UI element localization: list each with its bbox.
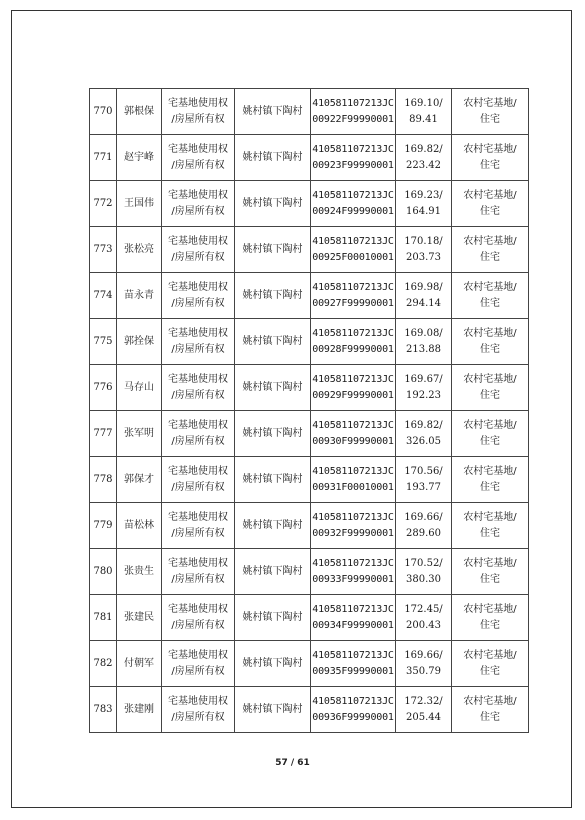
unit-code: [311, 641, 396, 687]
right-type: [162, 181, 235, 227]
land-use-line: 住宅: [480, 527, 500, 539]
right-type-line: 宅基地使用权: [168, 696, 228, 707]
table-row: [90, 365, 529, 411]
owner-name: 张建民: [117, 595, 162, 641]
table-row: [90, 641, 529, 687]
area-line: 169.66/: [404, 650, 443, 661]
table-row: [90, 457, 529, 503]
land-use-line: 住宅: [480, 297, 500, 309]
area-line: 169.08/: [404, 328, 443, 339]
area: [396, 687, 452, 733]
owner-name: 郭保才: [117, 457, 162, 503]
unit-code: [311, 135, 396, 181]
area: [396, 365, 452, 411]
unit-code-line: 410581107213JC: [312, 696, 394, 707]
right-type-line: /房屋所有权: [171, 435, 225, 447]
area-line: 169.66/: [404, 512, 443, 523]
unit-code-line: 410581107213JC: [312, 558, 394, 569]
area-line: 193.77: [406, 481, 441, 493]
area: [396, 641, 452, 687]
right-type-line: 宅基地使用权: [168, 328, 228, 339]
table-row: [90, 503, 529, 549]
area-line: 192.23: [406, 389, 441, 401]
row-number: 783: [90, 687, 117, 733]
location: 姚村镇下陶村: [235, 319, 311, 365]
unit-code-line: 00930F99990001: [312, 435, 394, 447]
location: 姚村镇下陶村: [235, 273, 311, 319]
land-use-line: 住宅: [480, 113, 500, 125]
area-line: 326.05: [406, 435, 441, 447]
land-use: [452, 411, 529, 457]
unit-code: [311, 549, 396, 595]
unit-code-line: 00931F00010001: [312, 481, 394, 493]
row-number: 782: [90, 641, 117, 687]
table-row: [90, 411, 529, 457]
area-line: 205.44: [406, 711, 441, 723]
land-use: [452, 227, 529, 273]
area-line: 170.52/: [404, 558, 443, 569]
unit-code-line: 00925F00010001: [312, 251, 394, 263]
land-use: [452, 595, 529, 641]
area-line: 172.32/: [404, 696, 443, 707]
area-line: 169.82/: [404, 420, 443, 431]
area-line: 223.42: [406, 159, 441, 171]
land-use: [452, 135, 529, 181]
row-number: 772: [90, 181, 117, 227]
area-line: 203.73: [406, 251, 441, 263]
area-line: 169.98/: [404, 282, 443, 293]
unit-code-line: 410581107213JC: [312, 282, 394, 293]
unit-code-line: 00936F99990001: [312, 711, 394, 723]
land-use-line: 农村宅基地/: [463, 696, 517, 707]
land-use-line: 农村宅基地/: [463, 466, 517, 477]
location: 姚村镇下陶村: [235, 595, 311, 641]
unit-code-line: 00922F99990001: [312, 113, 394, 125]
right-type-line: /房屋所有权: [171, 251, 225, 263]
area-line: 164.91: [406, 205, 441, 217]
land-use-line: 农村宅基地/: [463, 190, 517, 201]
land-use: [452, 365, 529, 411]
land-use: [452, 549, 529, 595]
unit-code: [311, 319, 396, 365]
right-type-line: /房屋所有权: [171, 159, 225, 171]
right-type-line: /房屋所有权: [171, 711, 225, 723]
location: 姚村镇下陶村: [235, 503, 311, 549]
owner-name: 赵宇峰: [117, 135, 162, 181]
unit-code-line: 00928F99990001: [312, 343, 394, 355]
land-use-line: 住宅: [480, 481, 500, 493]
unit-code-line: 410581107213JC: [312, 420, 394, 431]
land-use-line: 农村宅基地/: [463, 558, 517, 569]
area: [396, 503, 452, 549]
land-use: [452, 457, 529, 503]
row-number: 771: [90, 135, 117, 181]
land-use-line: 农村宅基地/: [463, 236, 517, 247]
right-type-line: 宅基地使用权: [168, 420, 228, 431]
area: [396, 227, 452, 273]
right-type-line: 宅基地使用权: [168, 144, 228, 155]
page-number: 57 / 61: [275, 758, 310, 768]
right-type-line: 宅基地使用权: [168, 558, 228, 569]
right-type-line: /房屋所有权: [171, 665, 225, 677]
right-type-line: 宅基地使用权: [168, 98, 228, 109]
row-number: 773: [90, 227, 117, 273]
right-type-line: /房屋所有权: [171, 619, 225, 631]
area-line: 380.30: [406, 573, 441, 585]
location: 姚村镇下陶村: [235, 549, 311, 595]
land-use: [452, 319, 529, 365]
table-row: [90, 549, 529, 595]
right-type-line: 宅基地使用权: [168, 604, 228, 615]
unit-code-line: 00935F99990001: [312, 665, 394, 677]
unit-code-line: 410581107213JC: [312, 190, 394, 201]
area-line: 294.14: [406, 297, 441, 309]
right-type-line: 宅基地使用权: [168, 466, 228, 477]
unit-code: [311, 411, 396, 457]
unit-code: [311, 227, 396, 273]
area-line: 170.56/: [404, 466, 443, 477]
land-use-line: 住宅: [480, 159, 500, 171]
area: [396, 135, 452, 181]
unit-code-line: 00927F99990001: [312, 297, 394, 309]
table-row: [90, 135, 529, 181]
location: 姚村镇下陶村: [235, 181, 311, 227]
area-line: 169.10/: [404, 98, 443, 109]
area: [396, 411, 452, 457]
land-use: [452, 181, 529, 227]
location: 姚村镇下陶村: [235, 641, 311, 687]
land-use-line: 住宅: [480, 665, 500, 677]
location: 姚村镇下陶村: [235, 227, 311, 273]
table-row: [90, 273, 529, 319]
right-type: [162, 595, 235, 641]
land-use: [452, 89, 529, 135]
location: 姚村镇下陶村: [235, 365, 311, 411]
right-type-line: 宅基地使用权: [168, 282, 228, 293]
right-type: [162, 89, 235, 135]
unit-code-line: 00929F99990001: [312, 389, 394, 401]
table-row: [90, 89, 529, 135]
right-type: [162, 503, 235, 549]
right-type: [162, 411, 235, 457]
land-use-line: 农村宅基地/: [463, 98, 517, 109]
right-type-line: 宅基地使用权: [168, 650, 228, 661]
unit-code-line: 00933F99990001: [312, 573, 394, 585]
area-line: 289.60: [406, 527, 441, 539]
land-use-line: 住宅: [480, 343, 500, 355]
unit-code-line: 410581107213JC: [312, 98, 394, 109]
unit-code: [311, 89, 396, 135]
row-number: 777: [90, 411, 117, 457]
row-number: 781: [90, 595, 117, 641]
area-line: 89.41: [409, 113, 438, 125]
location: 姚村镇下陶村: [235, 457, 311, 503]
right-type-line: /房屋所有权: [171, 113, 225, 125]
unit-code: [311, 181, 396, 227]
land-use: [452, 273, 529, 319]
row-number: 780: [90, 549, 117, 595]
land-use: [452, 503, 529, 549]
location: 姚村镇下陶村: [235, 411, 311, 457]
row-number: 774: [90, 273, 117, 319]
area: [396, 273, 452, 319]
unit-code-line: 00924F99990001: [312, 205, 394, 217]
right-type-line: /房屋所有权: [171, 205, 225, 217]
location: 姚村镇下陶村: [235, 89, 311, 135]
owner-name: 郭拴保: [117, 319, 162, 365]
unit-code-line: 410581107213JC: [312, 144, 394, 155]
right-type-line: /房屋所有权: [171, 297, 225, 309]
registration-table: [89, 88, 529, 733]
row-number: 770: [90, 89, 117, 135]
right-type-line: 宅基地使用权: [168, 190, 228, 201]
right-type: [162, 641, 235, 687]
table-row: [90, 227, 529, 273]
land-use-line: 农村宅基地/: [463, 282, 517, 293]
area: [396, 457, 452, 503]
area: [396, 89, 452, 135]
land-use-line: 住宅: [480, 205, 500, 217]
area-line: 213.88: [406, 343, 441, 355]
table-row: [90, 181, 529, 227]
right-type-line: /房屋所有权: [171, 573, 225, 585]
table-body: [90, 89, 529, 733]
unit-code-line: 00934F99990001: [312, 619, 394, 631]
owner-name: 张松亮: [117, 227, 162, 273]
right-type: [162, 457, 235, 503]
land-use-line: 农村宅基地/: [463, 650, 517, 661]
owner-name: 张军明: [117, 411, 162, 457]
area-line: 200.43: [406, 619, 441, 631]
unit-code: [311, 595, 396, 641]
land-use-line: 农村宅基地/: [463, 512, 517, 523]
right-type-line: 宅基地使用权: [168, 512, 228, 523]
area: [396, 595, 452, 641]
right-type-line: 宅基地使用权: [168, 374, 228, 385]
land-use-line: 住宅: [480, 435, 500, 447]
right-type-line: /房屋所有权: [171, 527, 225, 539]
location: 姚村镇下陶村: [235, 135, 311, 181]
unit-code: [311, 503, 396, 549]
row-number: 775: [90, 319, 117, 365]
area-line: 169.23/: [404, 190, 443, 201]
land-use-line: 住宅: [480, 389, 500, 401]
owner-name: 张贵生: [117, 549, 162, 595]
row-number: 778: [90, 457, 117, 503]
owner-name: 张建刚: [117, 687, 162, 733]
right-type-line: /房屋所有权: [171, 481, 225, 493]
right-type: [162, 687, 235, 733]
owner-name: 苗永青: [117, 273, 162, 319]
land-use-line: 住宅: [480, 251, 500, 263]
area: [396, 181, 452, 227]
unit-code-line: 410581107213JC: [312, 512, 394, 523]
location: 姚村镇下陶村: [235, 687, 311, 733]
unit-code-line: 410581107213JC: [312, 236, 394, 247]
unit-code-line: 410581107213JC: [312, 650, 394, 661]
land-use-line: 农村宅基地/: [463, 604, 517, 615]
right-type: [162, 227, 235, 273]
area: [396, 319, 452, 365]
right-type-line: /房屋所有权: [171, 389, 225, 401]
table-row: [90, 687, 529, 733]
unit-code-line: 00923F99990001: [312, 159, 394, 171]
area-line: 170.18/: [404, 236, 443, 247]
owner-name: 苗松林: [117, 503, 162, 549]
land-use-line: 农村宅基地/: [463, 420, 517, 431]
right-type: [162, 135, 235, 181]
table-row: [90, 319, 529, 365]
owner-name: 马存山: [117, 365, 162, 411]
area-line: 350.79: [406, 665, 441, 677]
right-type-line: 宅基地使用权: [168, 236, 228, 247]
land-use: [452, 641, 529, 687]
unit-code-line: 410581107213JC: [312, 328, 394, 339]
land-use-line: 住宅: [480, 619, 500, 631]
right-type: [162, 365, 235, 411]
right-type-line: /房屋所有权: [171, 343, 225, 355]
land-use-line: 农村宅基地/: [463, 144, 517, 155]
unit-code-line: 410581107213JC: [312, 604, 394, 615]
owner-name: 王国伟: [117, 181, 162, 227]
area-line: 169.82/: [404, 144, 443, 155]
right-type: [162, 319, 235, 365]
area-line: 172.45/: [404, 604, 443, 615]
land-use-line: 住宅: [480, 573, 500, 585]
unit-code-line: 00932F99990001: [312, 527, 394, 539]
land-use-line: 农村宅基地/: [463, 328, 517, 339]
row-number: 776: [90, 365, 117, 411]
right-type: [162, 273, 235, 319]
land-use: [452, 687, 529, 733]
table-row: [90, 595, 529, 641]
land-use-line: 住宅: [480, 711, 500, 723]
unit-code: [311, 457, 396, 503]
unit-code: [311, 365, 396, 411]
unit-code-line: 410581107213JC: [312, 466, 394, 477]
land-use-line: 农村宅基地/: [463, 374, 517, 385]
unit-code: [311, 687, 396, 733]
owner-name: 郭根保: [117, 89, 162, 135]
row-number: 779: [90, 503, 117, 549]
area-line: 169.67/: [404, 374, 443, 385]
unit-code: [311, 273, 396, 319]
owner-name: 付朝军: [117, 641, 162, 687]
unit-code-line: 410581107213JC: [312, 374, 394, 385]
area: [396, 549, 452, 595]
right-type: [162, 549, 235, 595]
